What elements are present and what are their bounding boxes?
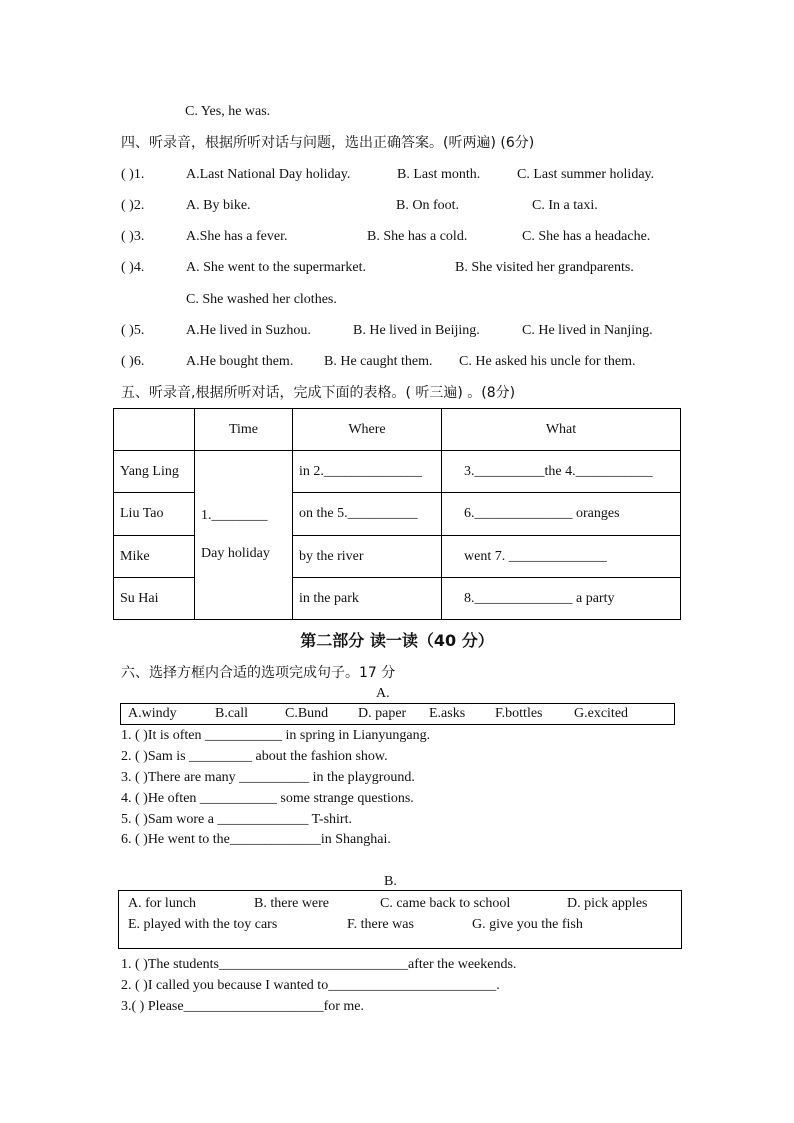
table-header-time: Time: [195, 409, 293, 451]
option-item: C.Bund: [285, 706, 329, 721]
option-item: A. for lunch: [128, 896, 197, 911]
option-item: B.call: [215, 706, 249, 721]
table-header-row: [114, 409, 681, 451]
fill-question: 2. ( )I called you because I wanted to________________________.: [121, 978, 500, 993]
option-item: E. played with the toy cars: [128, 917, 278, 932]
section-4-title: 四、听录音，根据所听对话与问题，选出正确答案。(听两遍) (6分): [121, 135, 535, 151]
what-cell: 6.______________ oranges: [442, 493, 681, 536]
where-cell: on the 5.__________: [293, 493, 442, 536]
fill-question: 1. ( )It is often ___________ in spring in Lianyungang.: [121, 728, 431, 743]
where-cell: by the river: [293, 536, 442, 578]
what-cell: 8.______________ a party: [442, 578, 681, 620]
what-cell: went 7. ______________: [442, 536, 681, 578]
option-box-a: [120, 703, 675, 725]
box-a-label: A.: [376, 686, 390, 701]
time-blank: 1.________: [201, 508, 268, 523]
option-item: G. give you the fish: [472, 917, 583, 932]
time-text: Day holiday: [201, 546, 270, 561]
fill-question: 2. ( )Sam is _________ about the fashion show.: [121, 749, 388, 764]
option-box-b: [118, 890, 682, 949]
answer-table: [113, 408, 681, 620]
option-line: C. Yes, he was.: [185, 104, 271, 119]
table-row: [114, 451, 681, 493]
section-5-title: 五、听录音,根据所听对话，完成下面的表格。( 听三遍) 。(8分): [121, 385, 516, 401]
where-cell: in the park: [293, 578, 442, 620]
option-item: E.asks: [429, 706, 466, 721]
row-name: Su Hai: [114, 578, 195, 620]
section-6-title: 六、选择方框内合适的选项完成句子。17 分: [121, 665, 396, 681]
option-item: B. there were: [254, 896, 330, 911]
table-header-corner: [114, 409, 195, 451]
fill-question: 4. ( )He often ___________ some strange questions.: [121, 791, 414, 806]
fill-question: 3.( ) Please____________________for me.: [121, 999, 365, 1014]
option-item: F.bottles: [495, 706, 543, 721]
where-cell: in 2.______________: [293, 451, 442, 493]
row-name: Mike: [114, 536, 195, 578]
what-cell: 3.__________the 4.___________: [442, 451, 681, 493]
option-item: D. paper: [358, 706, 407, 721]
table-header-what: What: [442, 409, 681, 451]
option-item: F. there was: [347, 917, 414, 932]
fill-question: 1. ( )The students___________________________after the weekends.: [121, 957, 517, 972]
row-name: Liu Tao: [114, 493, 195, 536]
table-header-where: Where: [293, 409, 442, 451]
fill-question: 6. ( )He went to the_____________in Shanghai.: [121, 832, 391, 847]
box-b-label: B.: [384, 874, 397, 889]
option-item: G.excited: [574, 706, 629, 721]
fill-question: 5. ( )Sam wore a _____________ T-shirt.: [121, 812, 352, 827]
fill-question: 3. ( )There are many __________ in the playground.: [121, 770, 415, 785]
part-2-heading: 第二部分 读一读（40 分）: [300, 631, 494, 650]
option-item: D. pick apples: [567, 896, 648, 911]
option-item: A.windy: [128, 706, 177, 721]
time-cell: [195, 451, 293, 620]
option-item: C. came back to school: [380, 896, 511, 911]
row-name: Yang Ling: [114, 451, 195, 493]
